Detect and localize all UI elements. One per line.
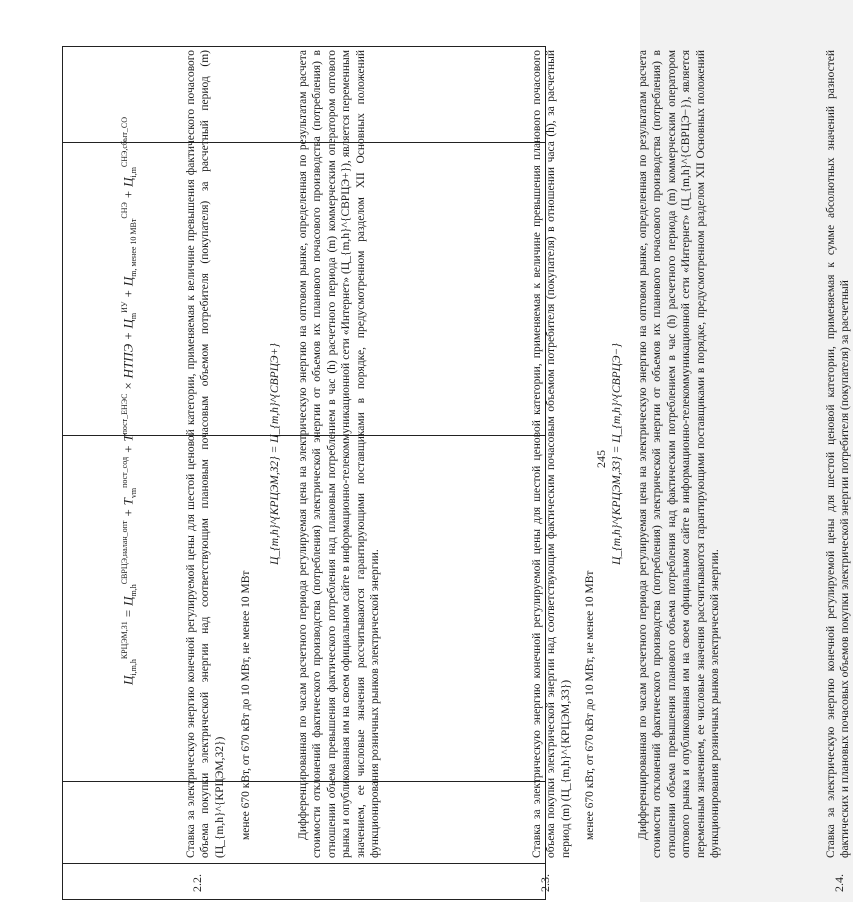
row-description: Дифференцированная по часам расчетного периода регулируемая цена на электрическую энергию на оптовом рынке, определенная по результатам расчета стоимости отклонений фактического производства (потребления) электрической энергии от объемов их планового почасового производства (потребления) в отношении объема превышения планового объема потребления над фактическим потреблением в час (h) расчетного периода (m) коммерческим оператором оптового рынка и опубликованная им на своем официальном сайте в информационно-телекоммуникационной сети «Интернет» (Ц_{m,h}^{СВРЦЭ−}), является переменным значением, ее числовые значения рассчитываются гарантирующими поставщиками в порядке, предусмотренном разделом XII Основных положений функционирования розничных рынков электрической энергии. [637,50,722,858]
table-right-border [62,46,546,47]
row-2-2-content [184,50,382,858]
voltage-band: менее 670 кВт, от 670 кВт до 10 МВт, не менее 10 МВт [584,570,597,840]
voltage-band: менее 670 кВт, от 670 кВт до 10 МВт, не менее 10 МВт [240,570,253,840]
table-top-border [62,46,63,900]
row-2-4-content [824,50,853,858]
row-number: 2.2. [190,874,204,892]
row-number: 2.3. [538,874,552,892]
formula-top: $Ц_{i,m,h}^{КРЦЭМ,З1} = Ц_{m,h}^{СВРЦЭ,налан\_опт} + T_{vm}^{пост\_сод} + T^{пост\_ЕНЭС}$ × НТПЭ + $Ц_m^{ИУ} + Ц_{m, менее 10 МВт}^{СНЭ} + Ц_{i,m}^{СНЭ,сбыт\_СО}$ [120,116,138,685]
row-title: Ставка за электрическую энергию конечной регулируемой цены для шестой ценовой категории, применяемая к сумме абсолютных значений разностей фактических и плановых почасовых объемов покупки электрической энергии потребителя (покупателя) за расчетный [825,50,852,858]
number-column-divider [62,863,546,864]
row-description: Дифференцированная по часам расчетного периода регулируемая цена на электрическую энергию на оптовом рынке, определенная по результатам расчета стоимости отклонений фактического производства (потребления) электрической энергии от объемов их планового почасового производства (потребления) в отношении объема превышения фактического потребления над плановым потреблением в час (h) расчетного периода (m) коммерческим оператором оптового рынка и опубликованная им на своем официальном сайте в информационно-телекоммуникационной сети «Интернет» (Ц_{m,h}^{СВРЦЭ+}), является переменным значением, ее числовые значения рассчитываются гарантирующими поставщиками в порядке, предусмотренном разделом XII Основных положений функционирования розничных рынков электрической энергии. [297,50,382,858]
row-number: 2.4. [832,874,846,892]
row-formula: Ц_{m,h}^{КРЦЭМ,З3} = Ц_{m,h}^{СВРЦЭ−} [610,343,623,565]
row-title: Ставка за электрическую энергию конечной регулируемой цены для шестой ценовой категории, применяемая к величине превышения фактического почасового объема покупки электрической энергии над соответствующим плановым почасовым объемом потребителя (покупателя) за расчетный период (m) (Ц_{m,h}^{КРЦЭМ,З2}) [185,50,226,858]
table-left-border [62,899,546,900]
row-formula: Ц_{m,h}^{КРЦЭМ,З2} = Ц_{m,h}^{СВРЦЭ+} [268,343,281,565]
page-number: 245 [594,450,608,468]
row-2-3-content [530,50,722,858]
row-title: Ставка за электрическую энергию конечной регулируемой цены для шестой ценовой категории, применяемая к величине превышения планового почасового объема покупки электрической энергии над соответствующим фактическим почасовым объемом потребителя (покупателя) в отношении часа (h), за расчетный период (m) (Ц_{m,h}^{КРЦЭМ,З3}) [531,50,572,858]
